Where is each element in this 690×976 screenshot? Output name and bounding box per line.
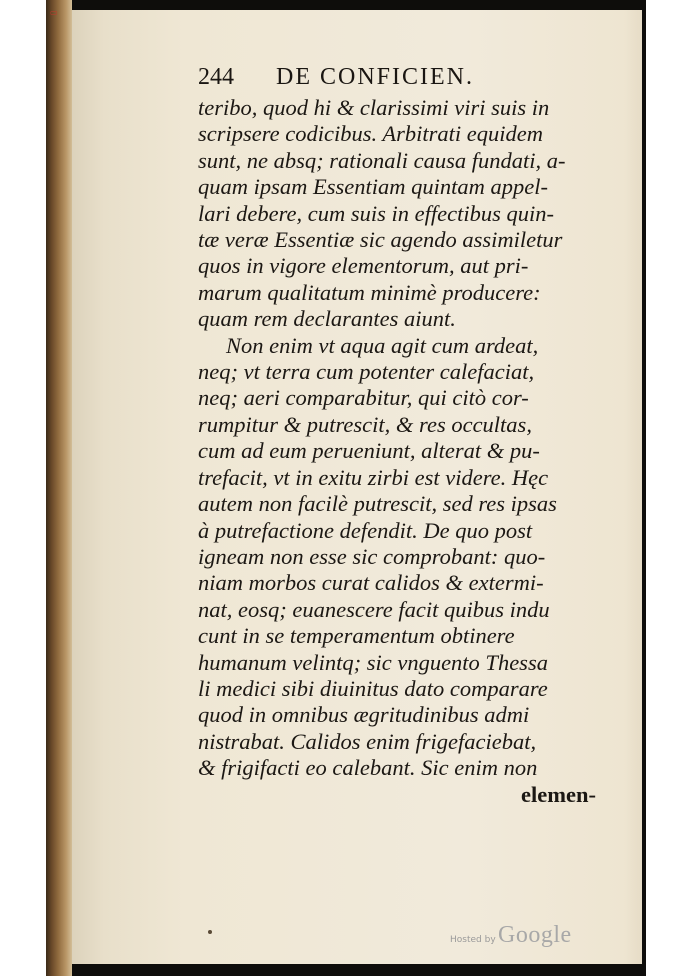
text-line: autem non facilè putrescit, sed res ipsas [198, 491, 557, 517]
page-header [198, 64, 558, 91]
ink-dot [208, 930, 212, 934]
text-line: tæ veræ Essentiæ sic agendo assimiletur [198, 227, 563, 253]
page-body [198, 95, 618, 808]
text-line: quod in omnibus ægritudinibus admi [198, 702, 530, 728]
text-line: rumpitur & putrescit, & res occultas, [198, 411, 532, 437]
text-line: nistrabat. Calidos enim frigefaciebat, [198, 728, 537, 754]
text-line: sunt, ne absq; rationali causa fundati, a- [198, 147, 566, 173]
text-line: neq; vt terra cum potenter calefaciat, [198, 359, 535, 385]
text-line: niam morbos curat calidos & extermi- [198, 570, 544, 596]
text-line: teribo, quod hi & clarissimi viri suis in [198, 95, 550, 120]
text-line: cunt in se temperamentum obtinere [198, 623, 515, 649]
text-line: Non enim vt aqua agit cum ardeat, [226, 332, 539, 358]
text-line: humanum velintq; sic vnguento Thessa [198, 649, 548, 675]
google-logo: Google [498, 922, 572, 948]
text-line: & frigifacti eo calebant. Sic enim non [198, 755, 538, 781]
hosted-by-label: Hosted by [450, 935, 496, 945]
book-binding-edge [46, 0, 72, 976]
text-line: scripsere codicibus. Arbitrati equidem [198, 121, 543, 147]
text-line: quam ipsam Essentiam quintam appel- [198, 174, 548, 200]
text-line: trefacit, vt in exitu zirbi est videre. Hęc [198, 464, 549, 490]
text-line: à putrefactione defendit. De quo post [198, 517, 533, 543]
catchword: elemen- [521, 781, 596, 807]
text-line: cum ad eum perueniunt, alterat & pu- [198, 438, 540, 464]
page-number: 244 [198, 64, 234, 90]
text-line: li medici sibi diuinitus dato comparare [198, 675, 548, 701]
text-line: quos in vigore elementorum, aut pri- [198, 253, 529, 279]
text-line: neq; aeri comparabitur, qui citò cor- [198, 385, 529, 411]
text-line: marum qualitatum minimè producere: [198, 279, 541, 305]
text-line: lari debere, cum suis in effectibus quin- [198, 200, 554, 226]
text-line: igneam non esse sic comprobant: quo- [198, 543, 546, 569]
text-line: nat, eosq; euanescere facit quibus indu [198, 596, 550, 622]
corner-mark: ▭ [50, 8, 58, 17]
text-line: quam rem declarantes aiunt. [198, 306, 456, 332]
running-title: DE CONFICIEN. [276, 64, 474, 90]
